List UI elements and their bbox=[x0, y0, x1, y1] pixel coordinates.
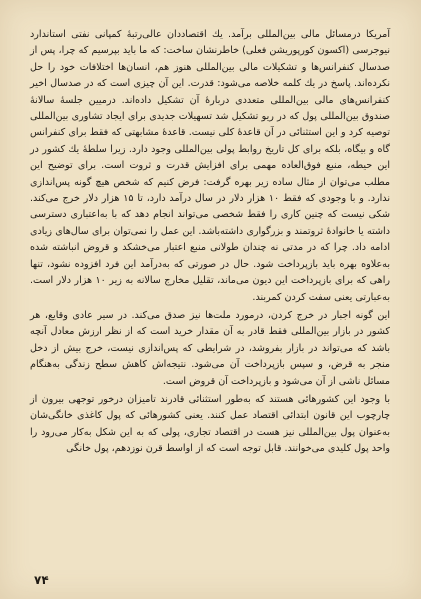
paragraph-2: این گونه اجبار در خرج کردن، درمورد ملت‌ها نیز صدق می‌کند. در سیر عادی وقایع، هر کشور در بازار بین‌المللی فقط قادر به آن مقدار خرید است که از نظر ارزش معادل آنچه باشد که می‌تواند در بازار بفروشد، در شرایطی که پس‌اندازی نیست، خرج بیش از دخل منجر به قرض، و سپس بازپرداخت آن می‌شود. نتیجه‌اش کاهش سطح زندگی به‌هنگام مسائل ناشی از آن می‌شود و بازپرداخت آن قروض است. bbox=[30, 309, 390, 387]
body-text bbox=[30, 27, 390, 567]
paragraph-1: آمریکا درمسائل مالی بین‌المللی برآمد. یك اقتصاددان عالی‌رتبهٔ کمپانی نفتی استاندارد نیوجرسی (اکسون کورپوریشن فعلی) خاطرنشان ساخت: که ما باید بپرسیم که چرا، پس از صدسال کنفرانس‌ها و تشکیلات مالی بین‌المللی هنوز هم، انسان‌ها اختلافات خود را حل نکرده‌اند. پاسخ در یك کلمه خلاصه می‌شود: قدرت. این آن چیزی است که در صدسال اخیر کنفرانس‌های مالی بین‌المللی متعددی دربارهٔ آن تشکیل داده‌اند. درمیین جلسهٔ سالانهٔ صندوق بین‌المللی پول که در ریو تشکیل شد تسهیلات جدیدی برای ایجاد تشاوری بین‌المللی توصیه کرد و این استثنائی در آن قاعدهٔ کلی نیست. قاعدهٔ مشابهتی که فقط برای کنفرانس گاه و بیگاه، بلکه برای کل تاریخ روابط پولی بین‌المللی وجود دارد. زیرا سلطهٔ یك کشور در این حیطه، منبع فوق‌العاده مهمی برای افزایش قدرت و ثروت است. برای توضیح این مطلب می‌توان از مثال ساده زیر بهره گرفت: فرض کنیم که شخص هیچ گونه پس‌اندازی ندارد. و با وجودی که فقط ۱۰ هزار دلار در سال درآمد دارد، تا ۱۵ هزار دلار خرج می‌کند. شکی نیست که چنین کاری را فقط شخصی می‌تواند انجام دهد که با به‌اعتباری دسترسی داشته یا خانوادهٔ ثروتمند و بزرگواری داشته‌باشد. این عمل را نمی‌توان برای سال‌های زیادی ادامه داد. چرا که در مدتی نه چندان طولانی منبع اعتبار می‌خشکد و قروض انباشته شده به‌علاوه بهره باید بازپرداخت شود. حال در صورتی که به‌درآمد این فرد افزوده نشود، تنها راهی که برای بازپرداخت این دیون می‌ماند، تقلیل مخارج سالانه به زیر ۱۰ هزار دلار است. به‌عبارتی یعنی سفت کردن کمربند. bbox=[30, 29, 390, 303]
page-number: ۷۴ bbox=[34, 573, 49, 587]
paragraph-3: با وجود این کشورهائی هستند که به‌طور استثنائی قادرند تامیزان درخور توجهی بیرون از چارچوب این قانون ابتدائی اقتصاد عمل کنند. یعنی کشورهائی که پول کاغذی خانگی‌شان به‌عنوان پول بین‌المللی نیز هست در اقتصاد تجاری، پولی که به این شکل به‌کار می‌رود را واحد پول کلیدی می‌خوانند. قابل توجه است که از اواسط قرن نوزدهم، پول خانگی bbox=[30, 393, 390, 455]
